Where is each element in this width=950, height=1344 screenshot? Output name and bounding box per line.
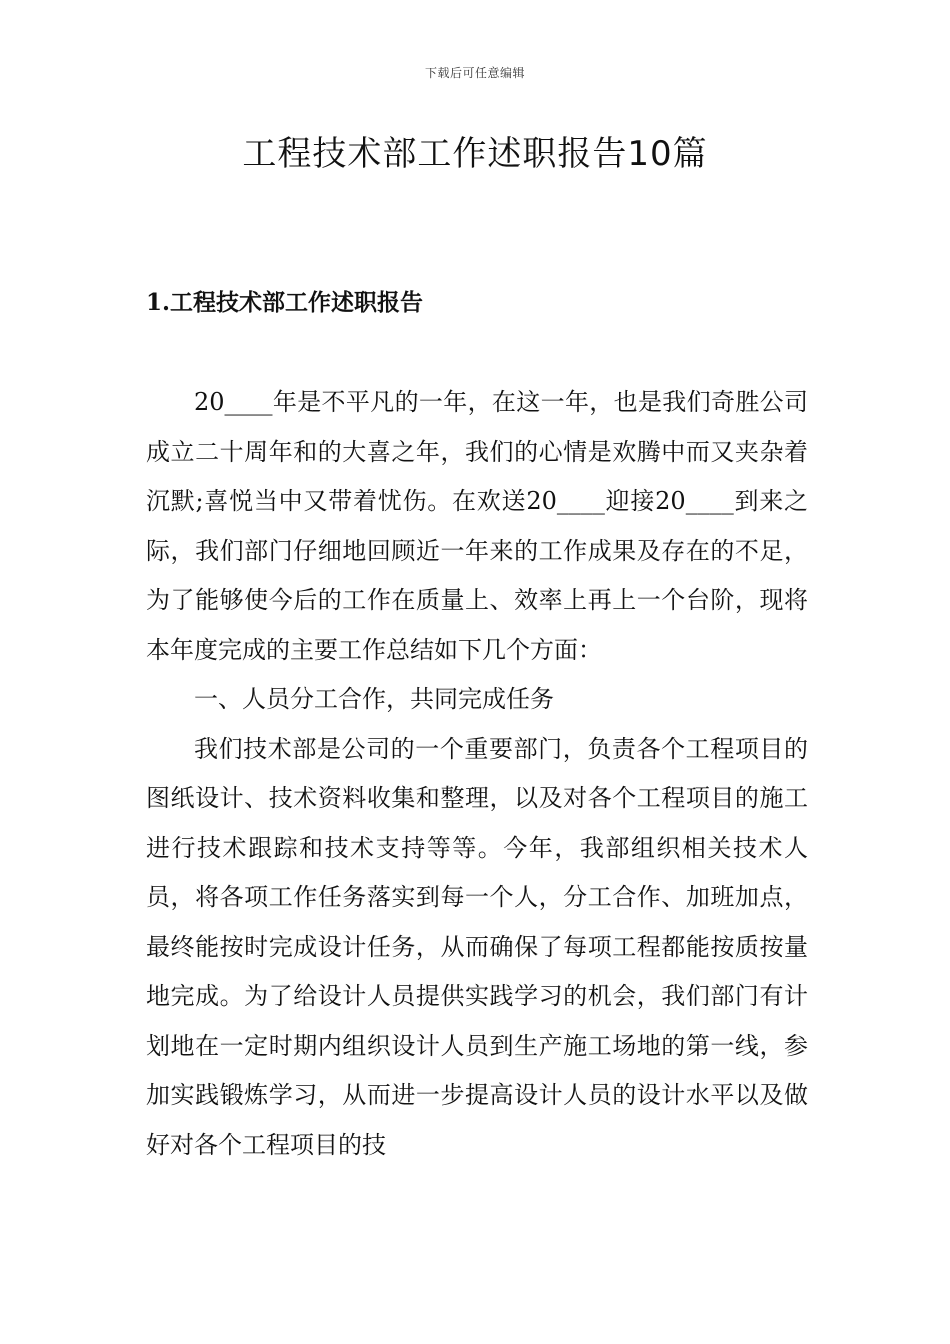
section-heading: 1.工程技术部工作述职报告 [146,289,424,316]
paragraph-intro: 20____年是不平凡的一年，在这一年，也是我们奇胜公司成立二十周年和的大喜之年，我们的心情是欢腾中而又夹杂着沉默;喜悦当中又带着忧伤。在欢送20____迎接20____到来之际，我们部门仔细地回顾近一年来的工作成果及存在的不足，为了能够使今后的工作在质量上、效率上再上一个台阶，现将本年度完成的主要工作总结如下几个方面： [146,388,808,664]
header-note: 下载后可任意编辑 [424,66,525,80]
paragraph-subheading: 一、人员分工合作，共同完成任务 [194,685,554,713]
document-title: 工程技术部工作述职报告10篇 [242,134,708,174]
body-text [146,378,808,1170]
paragraph-body: 我们技术部是公司的一个重要部门，负责各个工程项目的图纸设计、技术资料收集和整理，以及对各个工程项目的施工进行技术跟踪和技术支持等等。今年，我部组织相关技术人员，将各项工作任务落实到每一个人，分工合作、加班加点，最终能按时完成设计任务，从而确保了每项工程都能按质按量地完成。为了给设计人员提供实践学习的机会，我们部门有计划地在一定时期内组织设计人员到生产施工场地的第一线，参加实践锻炼学习，从而进一步提高设计人员的设计水平以及做好对各个工程项目的技 [146,734,808,1159]
